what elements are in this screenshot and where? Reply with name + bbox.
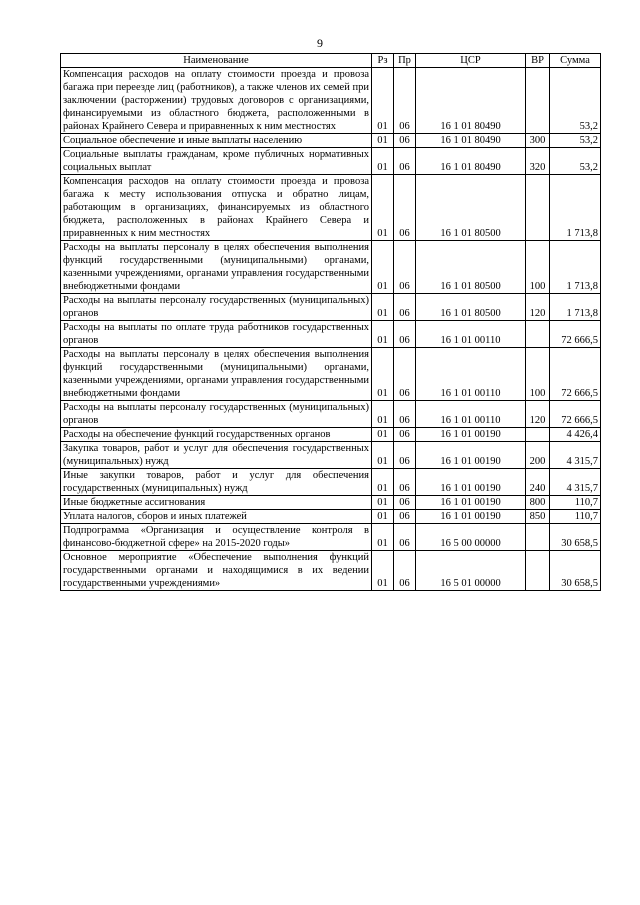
table-row bbox=[61, 401, 601, 428]
cell-rz: 01 bbox=[372, 428, 394, 442]
cell-csr: 16 1 01 00190 bbox=[416, 442, 526, 469]
cell-rz: 01 bbox=[372, 401, 394, 428]
cell-pr: 06 bbox=[394, 496, 416, 510]
cell-pr: 06 bbox=[394, 294, 416, 321]
cell-pr: 06 bbox=[394, 68, 416, 134]
cell-vr bbox=[526, 524, 550, 551]
cell-sum: 4 426,4 bbox=[550, 428, 601, 442]
page-number: 9 bbox=[317, 36, 323, 50]
cell-name: Расходы на выплаты персоналу государственных (муниципальных) органов bbox=[61, 401, 372, 428]
cell-csr: 16 1 01 00190 bbox=[416, 496, 526, 510]
cell-csr: 16 1 01 80500 bbox=[416, 294, 526, 321]
table-row bbox=[61, 348, 601, 401]
cell-sum: 53,2 bbox=[550, 68, 601, 134]
table-row bbox=[61, 428, 601, 442]
cell-rz: 01 bbox=[372, 442, 394, 469]
cell-sum: 72 666,5 bbox=[550, 321, 601, 348]
cell-name: Компенсация расходов на оплату стоимости проезда и провоза багажа к месту использования отпуска и обратно лицам, работающим в организациях, финансируемых из областного бюджета, расположенных в районах Крайнего Севера и приравненных к ним местностях bbox=[61, 175, 372, 241]
cell-csr: 16 1 01 00110 bbox=[416, 321, 526, 348]
cell-sum: 110,7 bbox=[550, 510, 601, 524]
column-header-csr: ЦСР bbox=[416, 54, 526, 68]
cell-rz: 01 bbox=[372, 148, 394, 175]
table-row bbox=[61, 524, 601, 551]
cell-rz: 01 bbox=[372, 469, 394, 496]
cell-pr: 06 bbox=[394, 401, 416, 428]
column-header-rz: Рз bbox=[372, 54, 394, 68]
budget-table bbox=[60, 53, 601, 591]
column-header-pr: Пр bbox=[394, 54, 416, 68]
cell-sum: 30 658,5 bbox=[550, 524, 601, 551]
cell-sum: 1 713,8 bbox=[550, 294, 601, 321]
cell-rz: 01 bbox=[372, 348, 394, 401]
cell-pr: 06 bbox=[394, 175, 416, 241]
cell-name: Иные бюджетные ассигнования bbox=[61, 496, 372, 510]
cell-vr: 100 bbox=[526, 348, 550, 401]
cell-pr: 06 bbox=[394, 134, 416, 148]
cell-pr: 06 bbox=[394, 321, 416, 348]
table-row bbox=[61, 469, 601, 496]
cell-sum: 53,2 bbox=[550, 148, 601, 175]
cell-rz: 01 bbox=[372, 294, 394, 321]
cell-pr: 06 bbox=[394, 241, 416, 294]
cell-vr: 200 bbox=[526, 442, 550, 469]
table-row bbox=[61, 551, 601, 591]
cell-pr: 06 bbox=[394, 469, 416, 496]
cell-pr: 06 bbox=[394, 510, 416, 524]
cell-csr: 16 5 01 00000 bbox=[416, 551, 526, 591]
cell-pr: 06 bbox=[394, 442, 416, 469]
table-row bbox=[61, 321, 601, 348]
cell-sum: 1 713,8 bbox=[550, 175, 601, 241]
cell-sum: 72 666,5 bbox=[550, 348, 601, 401]
column-header-vr: ВР bbox=[526, 54, 550, 68]
cell-vr bbox=[526, 428, 550, 442]
column-header-name: Наименование bbox=[61, 54, 372, 68]
cell-rz: 01 bbox=[372, 134, 394, 148]
cell-csr: 16 1 01 80490 bbox=[416, 148, 526, 175]
table-row bbox=[61, 241, 601, 294]
cell-sum: 53,2 bbox=[550, 134, 601, 148]
table-row bbox=[61, 496, 601, 510]
cell-name: Расходы на выплаты по оплате труда работников государственных органов bbox=[61, 321, 372, 348]
cell-rz: 01 bbox=[372, 496, 394, 510]
cell-sum: 72 666,5 bbox=[550, 401, 601, 428]
column-header-sum: Сумма bbox=[550, 54, 601, 68]
cell-vr: 850 bbox=[526, 510, 550, 524]
cell-csr: 16 1 01 00110 bbox=[416, 401, 526, 428]
cell-name: Уплата налогов, сборов и иных платежей bbox=[61, 510, 372, 524]
cell-name: Социальное обеспечение и иные выплаты населению bbox=[61, 134, 372, 148]
cell-sum: 30 658,5 bbox=[550, 551, 601, 591]
cell-sum: 4 315,7 bbox=[550, 469, 601, 496]
cell-vr bbox=[526, 321, 550, 348]
table-row bbox=[61, 175, 601, 241]
cell-csr: 16 5 00 00000 bbox=[416, 524, 526, 551]
cell-vr: 120 bbox=[526, 401, 550, 428]
cell-csr: 16 1 01 00190 bbox=[416, 469, 526, 496]
table-row bbox=[61, 294, 601, 321]
cell-sum: 1 713,8 bbox=[550, 241, 601, 294]
table-row bbox=[61, 68, 601, 134]
cell-pr: 06 bbox=[394, 148, 416, 175]
cell-vr: 800 bbox=[526, 496, 550, 510]
cell-csr: 16 1 01 80490 bbox=[416, 134, 526, 148]
cell-pr: 06 bbox=[394, 524, 416, 551]
table-row bbox=[61, 442, 601, 469]
cell-name: Расходы на выплаты персоналу в целях обеспечения выполнения функций государственными (муниципальными) органами, казенными учреждениями, органами управления государственными внебюджетными фондами bbox=[61, 241, 372, 294]
cell-vr bbox=[526, 68, 550, 134]
cell-rz: 01 bbox=[372, 241, 394, 294]
cell-pr: 06 bbox=[394, 551, 416, 591]
cell-name: Иные закупки товаров, работ и услуг для обеспечения государственных (муниципальных) нужд bbox=[61, 469, 372, 496]
cell-vr: 100 bbox=[526, 241, 550, 294]
cell-csr: 16 1 01 00110 bbox=[416, 348, 526, 401]
cell-name: Расходы на выплаты персоналу в целях обеспечения выполнения функций государственными (муниципальными) органами, казенными учреждениями, органами управления государственными внебюджетными фондами bbox=[61, 348, 372, 401]
cell-sum: 4 315,7 bbox=[550, 442, 601, 469]
cell-name: Социальные выплаты гражданам, кроме публичных нормативных социальных выплат bbox=[61, 148, 372, 175]
cell-pr: 06 bbox=[394, 428, 416, 442]
cell-name: Расходы на выплаты персоналу государственных (муниципальных) органов bbox=[61, 294, 372, 321]
cell-name: Расходы на обеспечение функций государственных органов bbox=[61, 428, 372, 442]
cell-name: Закупка товаров, работ и услуг для обеспечения государственных (муниципальных) нужд bbox=[61, 442, 372, 469]
table-row bbox=[61, 510, 601, 524]
cell-csr: 16 1 01 80490 bbox=[416, 68, 526, 134]
cell-vr: 120 bbox=[526, 294, 550, 321]
cell-pr: 06 bbox=[394, 348, 416, 401]
cell-rz: 01 bbox=[372, 175, 394, 241]
cell-vr: 320 bbox=[526, 148, 550, 175]
cell-rz: 01 bbox=[372, 321, 394, 348]
cell-rz: 01 bbox=[372, 68, 394, 134]
table-row bbox=[61, 134, 601, 148]
cell-csr: 16 1 01 80500 bbox=[416, 241, 526, 294]
cell-sum: 110,7 bbox=[550, 496, 601, 510]
cell-name: Основное мероприятие «Обеспечение выполнения функций государственными органами и находящимися в их ведении государственными учреждениями» bbox=[61, 551, 372, 591]
table-row bbox=[61, 148, 601, 175]
cell-csr: 16 1 01 80500 bbox=[416, 175, 526, 241]
cell-name: Подпрограмма «Организация и осуществление контроля в финансово-бюджетной сфере» на 2015-2020 годы» bbox=[61, 524, 372, 551]
cell-rz: 01 bbox=[372, 510, 394, 524]
table-header-row bbox=[61, 54, 601, 68]
cell-rz: 01 bbox=[372, 524, 394, 551]
table-body bbox=[61, 68, 601, 591]
cell-vr: 240 bbox=[526, 469, 550, 496]
cell-rz: 01 bbox=[372, 551, 394, 591]
cell-vr bbox=[526, 551, 550, 591]
cell-name: Компенсация расходов на оплату стоимости проезда и провоза багажа при переезде лиц (работников), а также членов их семей при заключении (расторжении) трудовых договоров с организациями, финансируемыми из областного бюджета, расположенными в районах Крайнего Севера и приравненных к ним местностях bbox=[61, 68, 372, 134]
cell-csr: 16 1 01 00190 bbox=[416, 428, 526, 442]
cell-csr: 16 1 01 00190 bbox=[416, 510, 526, 524]
cell-vr: 300 bbox=[526, 134, 550, 148]
cell-vr bbox=[526, 175, 550, 241]
